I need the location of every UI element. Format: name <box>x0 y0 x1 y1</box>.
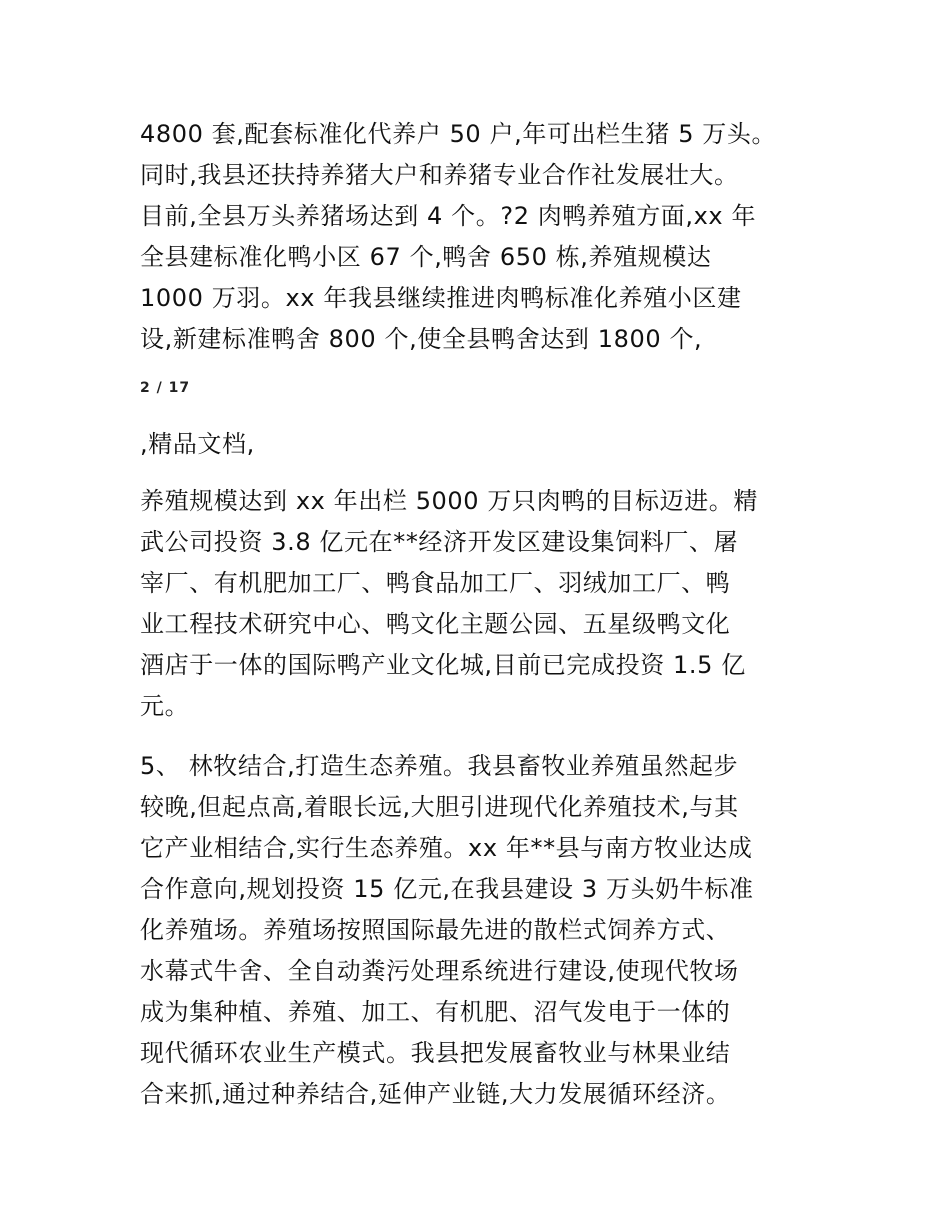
text-line: 水幕式牛舍、全自动粪污处理系统进行建设,使现代牧场 <box>140 957 739 985</box>
text-line: 设,新建标准鸭舍 800 个,使全县鸭舍达到 1800 个, <box>140 325 703 353</box>
text-line: 成为集种植、养殖、加工、有机肥、沼气发电于一体的 <box>140 998 731 1026</box>
text-line: 全县建标准化鸭小区 67 个,鸭舍 650 栋,养殖规模达 <box>140 243 712 271</box>
text-line: 武公司投资 3.8 亿元在**经济开发区建设集饲料厂、屠 <box>140 528 739 556</box>
text-line: 元。 <box>140 692 190 720</box>
text-line: 业工程技术研究中心、鸭文化主题公园、五星级鸭文化 <box>140 610 731 638</box>
text-line: 目前,全县万头养猪场达到 4 个。?2 肉鸭养殖方面,xx 年 <box>140 202 757 230</box>
text-line: 较晚,但起点高,着眼长远,大胆引进现代化养殖技术,与其 <box>140 793 739 821</box>
paragraph-2 <box>140 481 820 727</box>
text-line: 合来抓,通过种养结合,延伸产业链,大力发展循环经济。 <box>140 1080 731 1108</box>
text-line: 宰厂、有机肥加工厂、鸭食品加工厂、羽绒加工厂、鸭 <box>140 569 731 597</box>
text-line: 4800 套,配套标准化代养户 50 户,年可出栏生猪 5 万头。 <box>140 120 777 148</box>
page-number: 2 / 17 <box>140 380 191 396</box>
text-line: 5、 林牧结合,打造生态养殖。我县畜牧业养殖虽然起步 <box>140 752 739 780</box>
paragraph-top <box>140 114 820 360</box>
text-line: 酒店于一体的国际鸭产业文化城,目前已完成投资 1.5 亿 <box>140 651 746 679</box>
text-line: 1000 万羽。xx 年我县继续推进肉鸭标准化养殖小区建 <box>140 284 742 312</box>
text-line: 化养殖场。养殖场按照国际最先进的散栏式饲养方式、 <box>140 916 731 944</box>
text-line: 养殖规模达到 xx 年出栏 5000 万只肉鸭的目标迈进。精 <box>140 487 758 515</box>
text-line: 它产业相结合,实行生态养殖。xx 年**县与南方牧业达成 <box>140 834 753 862</box>
text-line: 合作意向,规划投资 15 亿元,在我县建设 3 万头奶牛标准 <box>140 875 754 903</box>
text-line: 现代循环农业生产模式。我县把发展畜牧业与林果业结 <box>140 1039 731 1067</box>
paragraph-3 <box>140 746 820 1115</box>
document-header-mark: ,精品文档, <box>140 430 255 458</box>
text-line: 同时,我县还扶持养猪大户和养猪专业合作社发展壮大。 <box>140 161 739 189</box>
